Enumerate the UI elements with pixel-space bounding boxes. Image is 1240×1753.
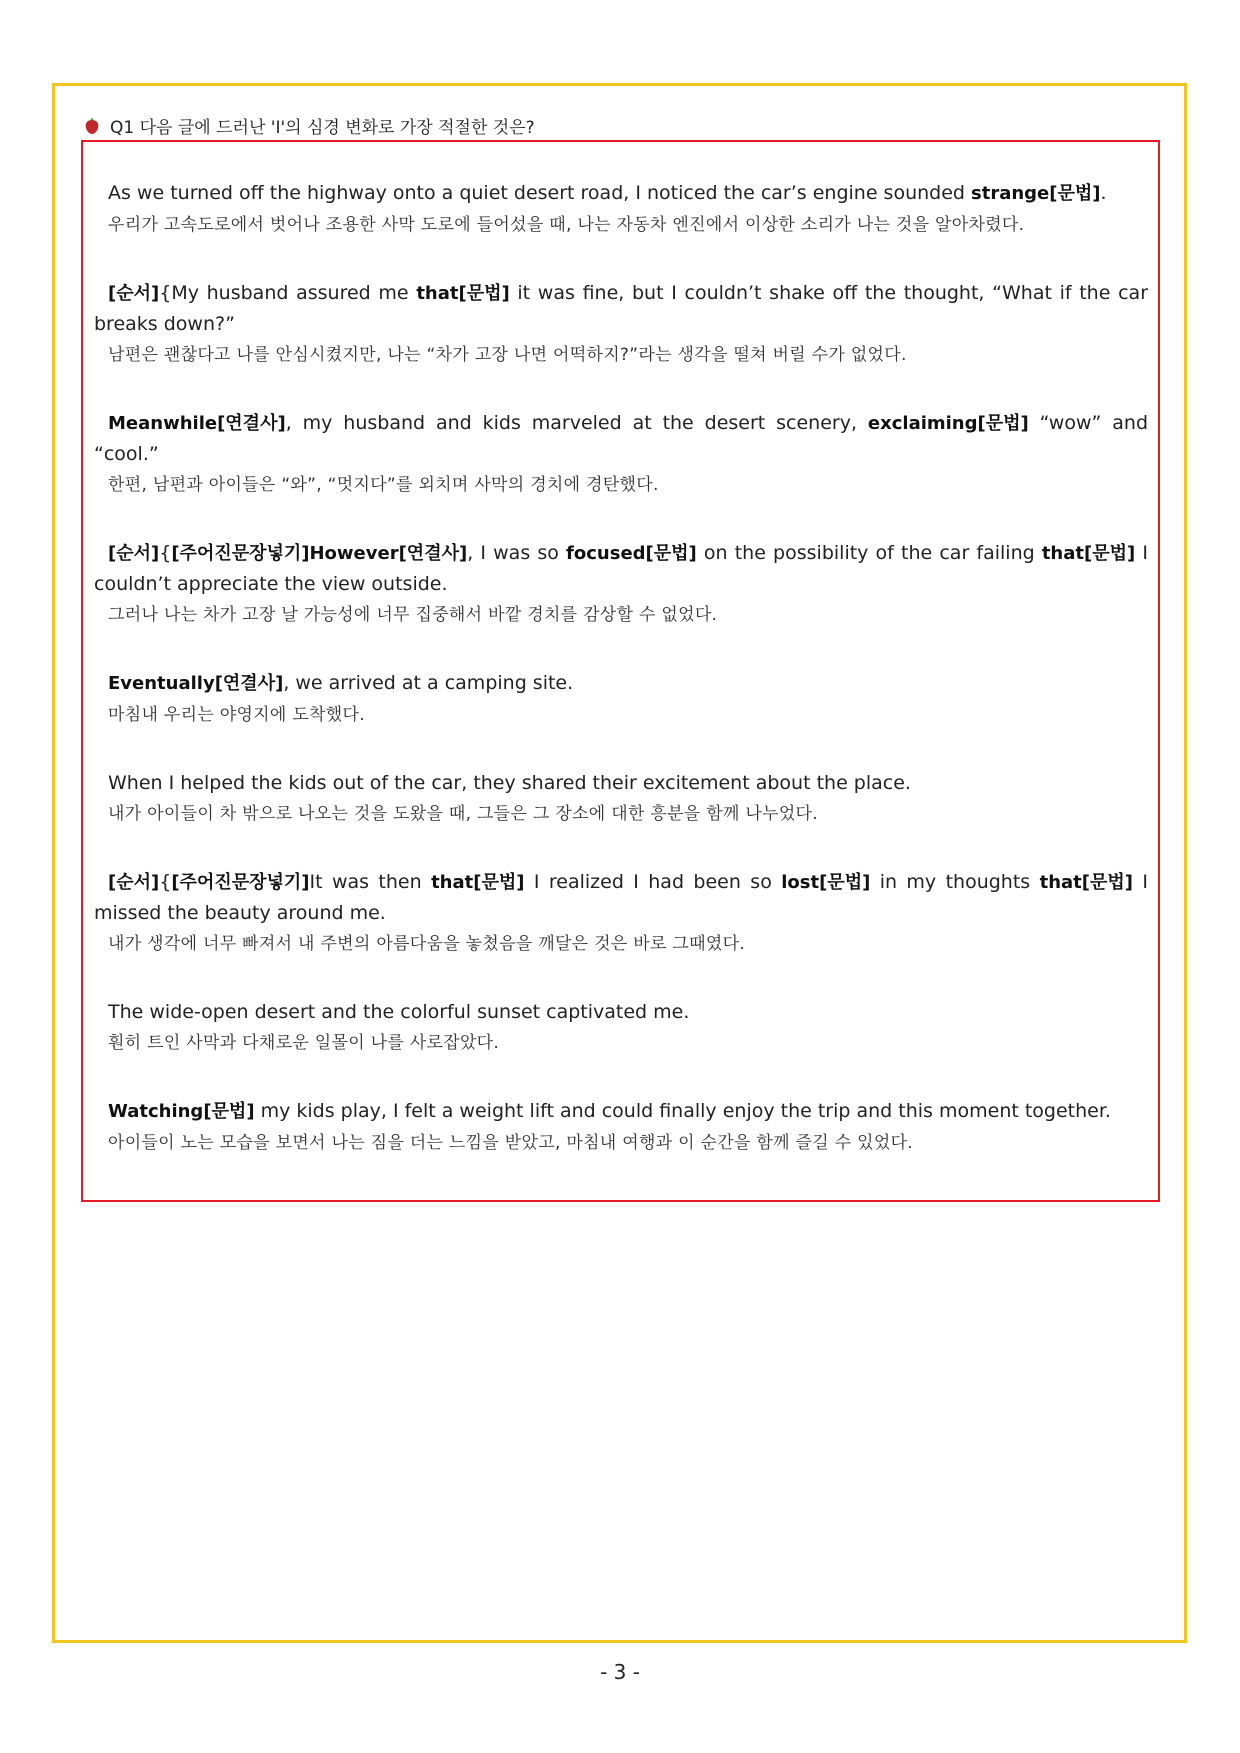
grammar-tag: strange[문법] <box>971 183 1101 204</box>
sentence-text: , we arrived at a camping site. <box>283 672 574 694</box>
sentence-text: It was then <box>309 871 432 893</box>
sentence-text: “wow” and “cool.” <box>94 412 1149 465</box>
sentence-block <box>94 408 1148 500</box>
korean-translation: 아이들이 노는 모습을 보면서 나는 짐을 더는 느낌을 받았고, 마침내 여행과 이 순간을 함께 즐길 수 있었다. <box>108 1133 913 1153</box>
sentence-block <box>94 538 1148 630</box>
korean-translation: 마침내 우리는 야영지에 도착했다. <box>108 705 365 725</box>
grammar-tag: [순서] <box>108 283 160 304</box>
passage-box <box>81 140 1160 1202</box>
korean-translation: 한편, 남편과 아이들은 “와”, “멋지다”를 외치며 사막의 경치에 경탄했다. <box>108 475 659 495</box>
sentence-block <box>94 278 1148 370</box>
english-sentence <box>94 1096 1148 1127</box>
korean-translation: 훤히 트인 사막과 다채로운 일몰이 나를 사로잡았다. <box>108 1033 500 1053</box>
english-sentence <box>94 278 1148 339</box>
english-sentence <box>94 668 1148 699</box>
english-sentence <box>94 768 1148 798</box>
english-sentence <box>94 538 1148 599</box>
grammar-tag: Meanwhile[연결사] <box>108 413 286 434</box>
question-title: Q1 다음 글에 드러난 'I'의 심경 변화로 가장 적절한 것은? <box>110 118 535 138</box>
english-sentence <box>94 867 1148 928</box>
korean-translation: 내가 생각에 너무 빠져서 내 주변의 아름다움을 놓쳤음을 깨달은 것은 바로 그때였다. <box>108 934 745 954</box>
grammar-tag: that[문법] <box>416 283 510 304</box>
question-header <box>84 113 535 138</box>
sentence-text: , I was so <box>467 542 567 564</box>
grammar-tag: exclaiming[문법] <box>867 413 1029 434</box>
english-sentence <box>94 178 1148 209</box>
sentence-text: {My husband assured me <box>159 282 417 304</box>
sentence-text: I realized I had been so <box>524 871 782 893</box>
grammar-tag: [주어진문장넣기] <box>171 872 310 893</box>
sentence-block <box>94 867 1148 959</box>
sentence-text: When I helped the kids out of the car, they shared their excitement about the place. <box>108 772 911 794</box>
sentence-text: on the possibility of the car failing <box>696 542 1042 564</box>
sentence-text: { <box>159 542 172 564</box>
sentence-text: , my husband and kids marveled at the desert scenery, <box>285 412 868 434</box>
sentence-text: it was fine, but I couldn’t shake off the thought, “What if the car breaks down?” <box>94 282 1149 335</box>
sentence-text: As we turned off the highway onto a quiet desert road, I noticed the car’s engine sounded <box>108 182 972 204</box>
sentence-block <box>94 1096 1148 1158</box>
grammar-tag: Watching[문법] <box>108 1101 255 1122</box>
grammar-tag: Eventually[연결사] <box>108 673 284 694</box>
sentence-text: { <box>159 871 172 893</box>
strawberry-icon <box>84 116 100 135</box>
grammar-tag: [순서] <box>108 872 160 893</box>
korean-translation: 내가 아이들이 차 밖으로 나오는 것을 도왔을 때, 그들은 그 장소에 대한 흥분을 함께 나누었다. <box>108 804 818 824</box>
sentence-text: my kids play, I felt a weight lift and could finally enjoy the trip and this moment together. <box>254 1100 1111 1122</box>
korean-translation: 그러나 나는 차가 고장 날 가능성에 너무 집중해서 바깥 경치를 감상할 수 없었다. <box>108 605 718 625</box>
grammar-tag: [순서] <box>108 543 160 564</box>
grammar-tag: lost[문법] <box>781 872 871 893</box>
grammar-tag: that[문법] <box>1039 872 1133 893</box>
sentence-text: in my thoughts <box>870 871 1040 893</box>
english-sentence <box>94 997 1148 1027</box>
sentence-block <box>94 178 1148 240</box>
grammar-tag: [주어진문장넣기]However[연결사] <box>171 543 468 564</box>
grammar-tag: that[문법] <box>431 872 525 893</box>
sentence-text: . <box>1100 182 1107 204</box>
grammar-tag: that[문법] <box>1041 543 1136 564</box>
page-number: - 3 - <box>600 1660 640 1684</box>
sentence-text: The wide-open desert and the colorful sunset captivated me. <box>108 1001 690 1023</box>
korean-translation: 남편은 괜찮다고 나를 안심시켰지만, 나는 “차가 고장 나면 어떡하지?”라는 생각을 떨쳐 버릴 수가 없었다. <box>108 345 907 365</box>
sentence-text: I couldn’t appreciate the view outside. <box>94 542 1148 595</box>
grammar-tag: focused[문법] <box>566 543 697 564</box>
korean-translation: 우리가 고속도로에서 벗어나 조용한 사막 도로에 들어섰을 때, 나는 자동차 엔진에서 이상한 소리가 나는 것을 알아차렸다. <box>108 215 1025 235</box>
english-sentence <box>94 408 1148 469</box>
sentence-text: I missed the beauty around me. <box>94 871 1149 924</box>
sentence-block <box>94 668 1148 730</box>
sentence-block <box>94 768 1148 829</box>
sentence-block <box>94 997 1148 1058</box>
